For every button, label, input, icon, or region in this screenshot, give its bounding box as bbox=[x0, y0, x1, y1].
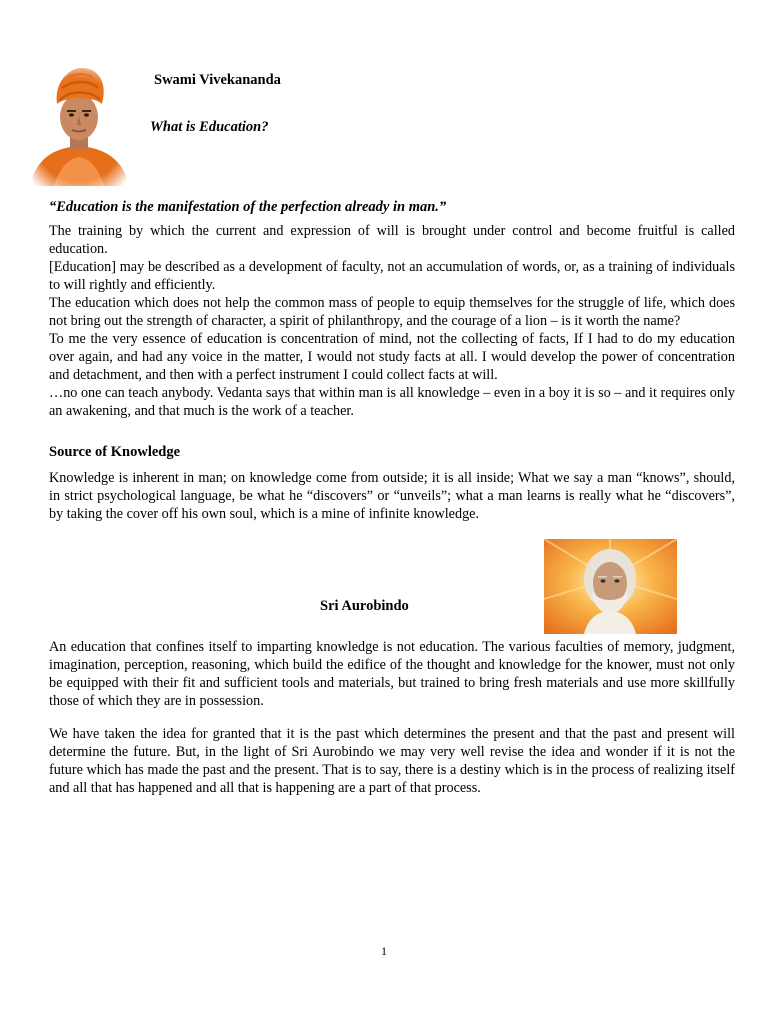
author-name-vivekananda: Swami Vivekananda bbox=[154, 72, 281, 88]
aurobindo-portrait bbox=[544, 539, 677, 634]
paragraph: To me the very essence of education is concentration of mind, not the collecting of facts, If I had to do my education over again, and had any voice in the matter, I would not study facts at all. I would develop the power of concentration and detachment, and then with a perfect instrument I could collect facts at will. bbox=[49, 331, 735, 383]
paragraph: The education which does not help the common mass of people to equip themselves for the struggle of life, which does not bring out the strength of character, a spirit of philanthropy, and the courage of a lion – is it worth the name? bbox=[49, 295, 735, 329]
paragraph: An education that confines itself to imparting knowledge is not education. The various faculties of memory, judgment, imagination, perception, reasoning, which build the edifice of the thought and knowledge for the knower, must not only be equipped with their fit and sufficient tools and materials, but trained to bring fresh materials and use more skillfully those of which they are in possession. bbox=[49, 639, 735, 709]
paragraph: We have taken the idea for granted that it is the past which determines the present and that the past and present will determine the future. But, in the light of Sri Aurobindo we may very well revise the idea and wonder if it is not the future which has made the past and the present. That is to say, there is a destiny which is in the process of realizing itself and all that has happened and all that is happening are a part of that process. bbox=[49, 726, 735, 796]
section-heading-source-of-knowledge: Source of Knowledge bbox=[49, 444, 181, 460]
paragraph: [Education] may be described as a development of faculty, not an accumulation of words, or, as a training of individuals to will rightly and efficiently. bbox=[49, 259, 735, 293]
paragraph: The training by which the current and expression of will is brought under control and become fruitful is called education. bbox=[49, 223, 735, 257]
key-quote: “Education is the manifestation of the perfection already in man.” bbox=[49, 199, 447, 215]
vivekananda-portrait bbox=[24, 62, 134, 186]
author-name-aurobindo: Sri Aurobindo bbox=[320, 598, 409, 614]
paragraph: Knowledge is inherent in man; on knowledge come from outside; it is all inside; What we say a man “knows”, should, in strict psychological language, be what he “discovers” or “unveils”; what a man learns is really what he “discovers”, by taking the cover off his own soul, which is a mine of infinite knowledge. bbox=[49, 470, 735, 522]
paragraph: …no one can teach anybody. Vedanta says that within man is all knowledge – even in a boy it is so – and it requires only an awakening, and that much is the work of a teacher. bbox=[49, 385, 735, 419]
section-subtitle: What is Education? bbox=[150, 119, 269, 135]
page-number: 1 bbox=[381, 944, 387, 958]
vivekananda-paragraphs bbox=[49, 222, 735, 420]
